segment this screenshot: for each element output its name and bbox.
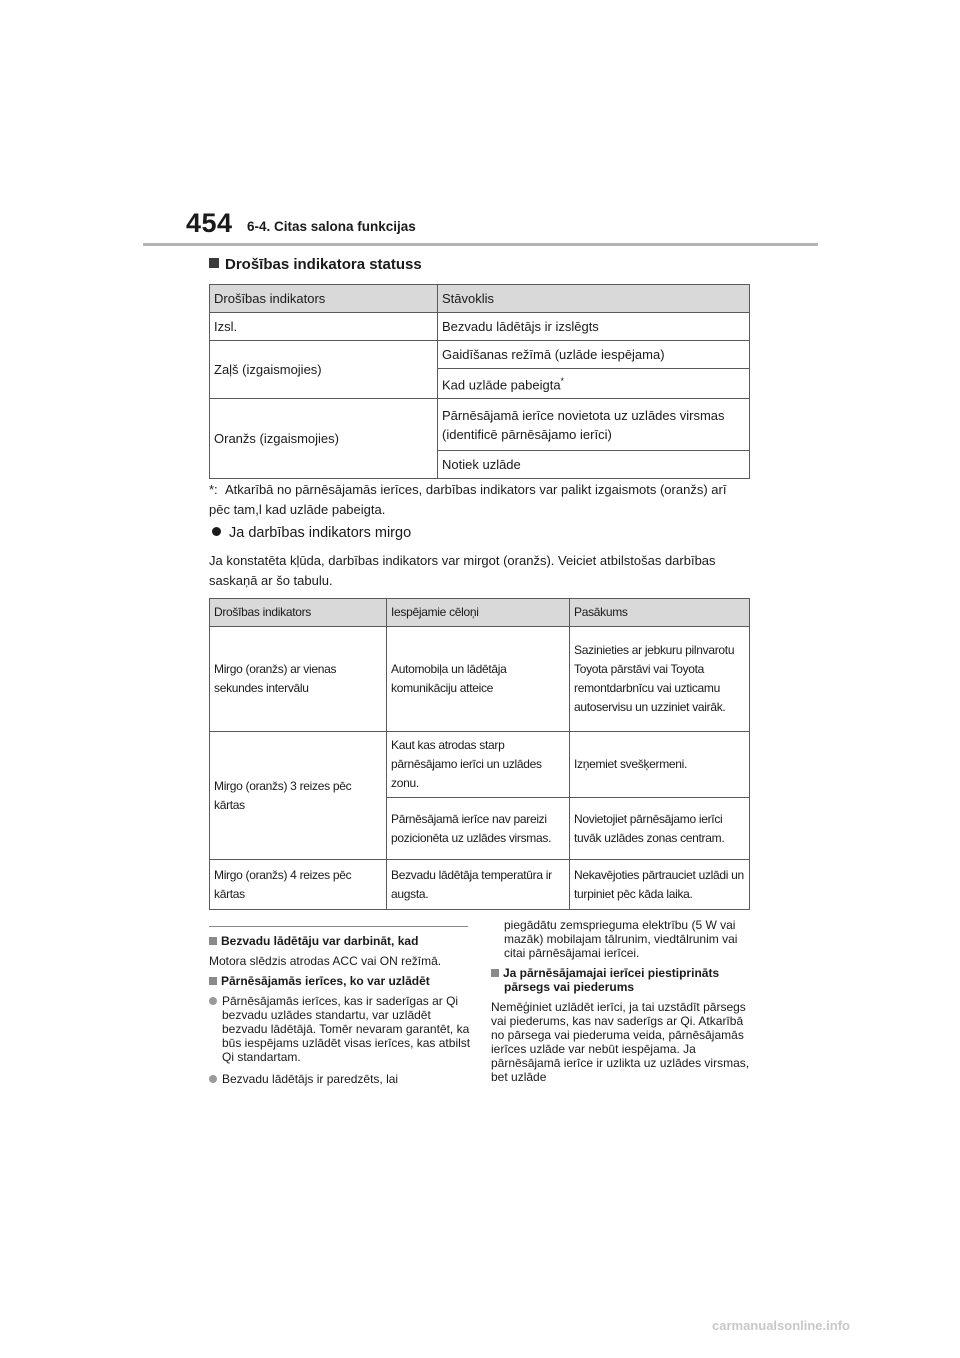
square-bullet-icon xyxy=(209,937,217,945)
state-cell: Notiek uzlāde xyxy=(438,451,750,479)
table-row xyxy=(210,399,750,451)
round-bullet-icon xyxy=(212,527,221,536)
blink-heading xyxy=(212,525,411,541)
state-text: Kad uzlāde pabeigta xyxy=(442,377,561,393)
header-text: Pasākums xyxy=(574,605,628,619)
table-header-cell xyxy=(387,599,570,627)
note-text: Nemēģiniet uzlādēt ierīci, ja tai uzstādīt pārsegs vai piederums, kas nav saderīgs ar Qi. Atkarībā no pārsega vai piederuma veida, pārnēsājamās ierīces uzlāde var nebūt iespējama. Ja pārnēsājamā ierīce ir uzlikta uz uzlādes virsmas, bet uzlāde xyxy=(491,1000,750,1084)
cell-text: Novietojiet pārnēsājamo ierīci tuvāk uzlādes zonas centram. xyxy=(574,811,725,845)
state-cell xyxy=(438,369,750,399)
cell-text: Mirgo (oranžs) 3 reizes pēc kārtas xyxy=(214,778,352,812)
cell-text: Sazinieties ar jebkuru pilnvarotu Toyota pārstāvi vai Toyota remontdarbnīcu vai uzticamu autoservisu un uzziniet vairāk. xyxy=(574,643,735,714)
table-header-row xyxy=(210,599,750,627)
note-heading-text: Bezvadu lādētāju var darbināt, kad xyxy=(221,934,419,948)
blink-intro: Ja konstatēta kļūda, darbības indikators var mirgot (oranžs). Veiciet atbilstošas darbības saskaņā ar šo tabulu. xyxy=(209,553,716,588)
state-cell: Bezvadu lādētājs ir izslēgts xyxy=(438,313,750,341)
cause-cell xyxy=(387,798,570,860)
table-row xyxy=(210,341,750,369)
footnote-mark: *: xyxy=(209,482,218,497)
indicator-cell: Zaļš (izgaismojies) xyxy=(210,341,438,399)
table-header-cell xyxy=(210,599,387,627)
table-header-cell: Drošības indikators xyxy=(210,285,438,313)
square-bullet-icon xyxy=(209,258,219,268)
indicator-cell xyxy=(210,732,387,860)
table-header-cell: Stāvoklis xyxy=(438,285,750,313)
footnote xyxy=(209,480,749,520)
action-cell xyxy=(570,860,750,910)
note-heading-text: Ja pārnēsājamajai ierīcei piestiprināts pārsegs vai piederums xyxy=(503,966,720,994)
cell-text: Nekavējoties pārtrauciet uzlādi un turpiniet pēc kāda laika. xyxy=(574,867,744,901)
section-title: 6-4. Citas salona funkcijas xyxy=(247,219,416,234)
cell-text: Izņemiet svešķermeni. xyxy=(574,757,688,771)
header-text: Drošības indikators xyxy=(214,605,312,619)
round-bullet-icon xyxy=(209,1075,217,1083)
square-bullet-icon xyxy=(491,969,499,977)
cell-text: Automobiļa un lādētāja komunikāciju atteice xyxy=(391,662,507,695)
action-cell xyxy=(570,798,750,860)
note-text: Motora slēdzis atrodas ACC vai ON režīmā. xyxy=(209,954,442,968)
footnote-marker: * xyxy=(560,376,565,387)
list-item-text: Pārnēsājamās ierīces, kas ir saderīgas ar Qi bezvadu uzlādes standartu, var uzlādēt bezvadu lādētājā. Tomēr nevaram garantēt, ka būs iespējams uzlādēt visas ierīces, kas atbilst Qi standartam. xyxy=(222,994,471,1064)
header-text: Iespējamie cēloņi xyxy=(391,605,479,619)
blink-table xyxy=(209,598,750,910)
page-number: 454 xyxy=(186,208,233,238)
action-cell xyxy=(570,732,750,798)
cell-text: Mirgo (oranžs) ar vienas sekundes intervālu xyxy=(214,662,337,695)
note-heading xyxy=(209,934,471,948)
round-bullet-icon xyxy=(209,997,217,1005)
notes-divider xyxy=(209,926,468,927)
cause-cell xyxy=(387,627,570,732)
status-table xyxy=(209,284,750,479)
footnote-text: Atkarībā no pārnēsājamās ierīces, darbības indikators var palikt izgaismots (oranžs) arī pēc tam,l kad uzlāde pabeigta. xyxy=(209,482,727,517)
watermark[interactable]: carmanualsonline.info xyxy=(712,1318,850,1333)
state-cell: Pārnēsājamā ierīce novietota uz uzlādes virsmas (identificē pārnēsājamo ierīci) xyxy=(438,399,750,451)
status-heading xyxy=(209,256,422,273)
cell-text: Mirgo (oranžs) 4 reizes pēc kārtas xyxy=(214,867,352,901)
indicator-cell: Izsl. xyxy=(210,313,438,341)
cause-cell xyxy=(387,860,570,910)
blink-heading-text: Ja darbības indikators mirgo xyxy=(229,525,412,541)
list-item xyxy=(209,1072,471,1086)
table-row xyxy=(210,627,750,732)
table-header-row xyxy=(210,285,750,313)
header-divider xyxy=(143,243,818,246)
table-row xyxy=(210,313,750,341)
list-item-text: Bezvadu lādētājs ir paredzēts, lai xyxy=(222,1072,399,1086)
note-heading xyxy=(491,966,753,994)
status-heading-text: Drošības indikatora statuss xyxy=(225,256,422,273)
note-heading xyxy=(209,974,471,988)
cell-text: Kaut kas atrodas starp pārnēsājamo ierīci un uzlādes zonu. xyxy=(391,738,542,790)
indicator-cell xyxy=(210,627,387,732)
note-continuation: piegādātu zemsprieguma elektrību (5 W vai mazāk) mobilajam tālrunim, viedtālrunim vai citai pārnēsājamai ierīcei. xyxy=(504,918,738,960)
notes-right-column xyxy=(491,918,753,1090)
notes-left-column xyxy=(209,930,471,1094)
table-row xyxy=(210,860,750,910)
indicator-cell xyxy=(210,860,387,910)
list-item xyxy=(209,994,471,1064)
action-cell xyxy=(570,627,750,732)
table-header-cell xyxy=(570,599,750,627)
table-row xyxy=(210,732,750,798)
cause-cell xyxy=(387,732,570,798)
state-cell: Gaidīšanas režīmā (uzlāde iespējama) xyxy=(438,341,750,369)
cell-text: Bezvadu lādētāja temperatūra ir augsta. xyxy=(391,867,552,901)
square-bullet-icon xyxy=(209,977,217,985)
note-heading-text: Pārnēsājamās ierīces, ko var uzlādēt xyxy=(221,974,430,988)
indicator-cell: Oranžs (izgaismojies) xyxy=(210,399,438,479)
cell-text: Pārnēsājamā ierīce nav pareizi pozicionēta uz uzlādes virsmas. xyxy=(391,811,552,845)
